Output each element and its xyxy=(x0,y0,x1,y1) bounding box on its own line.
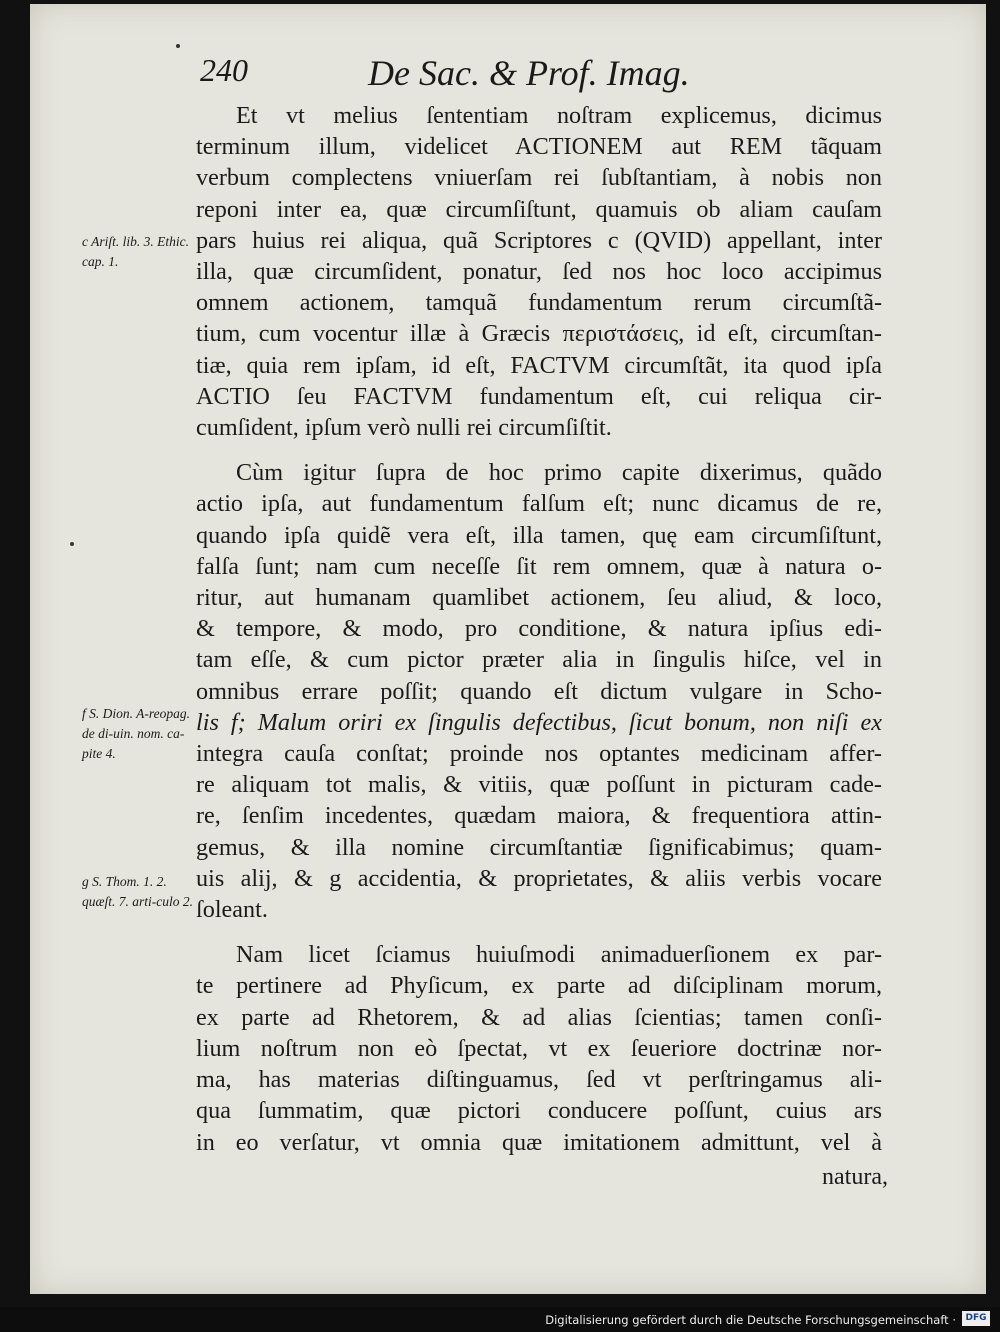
text-line: cumſident, ipſum verò nulli rei circumſiſtit. xyxy=(196,414,612,442)
text-line: Nam licet ſciamus huiuſmodi animaduerſionem ex par- xyxy=(236,941,882,969)
text-line: verbum complectens vniuerſam rei ſubſtantiam, à nobis non xyxy=(196,164,882,192)
text-line: & tempore, & modo, pro conditione, & natura ipſius edi- xyxy=(196,615,882,643)
footer-credit: Digitalisierung gefördert durch die Deutsche Forschungsgemeinschaft · xyxy=(545,1313,956,1327)
text-line: ritur, aut humanam quamlibet actionem, ſeu aliud, & loco, xyxy=(196,584,882,612)
text-line: illa, quæ circumſident, ponatur, ſed nos hoc loco accipimus xyxy=(196,258,882,286)
text-line: ACTIO ſeu FACTVM fundamentum eſt, cui reliqua cir- xyxy=(196,382,882,410)
text-line: Et vt melius ſententiam noſtram explicemus, dicimus xyxy=(236,102,882,129)
text-line: falſa ſunt; nam cum neceſſe ſit rem omnem, quæ à natura o- xyxy=(196,552,882,580)
text-line: re aliquam tot malis, & vitiis, quæ poſſunt in picturam cade- xyxy=(196,771,882,799)
text-line: te pertinere ad Phyſicum, ex parte ad diſciplinam morum, xyxy=(196,972,882,1000)
paragraph-3 xyxy=(196,939,882,1157)
catchword: natura, xyxy=(822,1164,888,1190)
paragraph-1 xyxy=(196,100,882,443)
text-line: integra cauſa conſtat; proinde nos optantes medicinam affer- xyxy=(196,740,882,768)
page-header xyxy=(200,52,760,102)
margin-note-c: c Ariſt. lib. 3. Ethic. cap. 1. xyxy=(82,234,189,269)
dfg-logo-icon: DFG xyxy=(962,1311,990,1326)
ink-speck xyxy=(70,542,74,546)
running-title: De Sac. & Prof. Imag. xyxy=(368,53,690,93)
paragraph-2 xyxy=(196,457,882,925)
text-line: uis alij, & g accidentia, & proprietates, & aliis verbis vocare xyxy=(196,864,882,892)
page-number: 240 xyxy=(200,52,248,88)
body-text xyxy=(196,100,882,1158)
margin-note-g: g S. Thom. 1. 2. quæſt. 7. arti-culo 2. xyxy=(82,874,193,909)
text-line: tium, cum vocentur illæ à Græcis περιστάσεις, id eſt, circumſtan- xyxy=(196,320,882,348)
text-line: lis f; Malum oriri ex ſingulis defectibus, ſicut bonum, non niſi ex xyxy=(196,708,882,736)
text-line: actio ipſa, aut fundamentum falſum eſt; nunc dicamus de re, xyxy=(196,490,882,518)
text-line: in eo verſatur, vt omnia quæ imitationem admittunt, vel à xyxy=(196,1128,882,1156)
text-line: qua ſummatim, quæ pictori conducere poſſunt, cuius ars xyxy=(196,1097,882,1125)
text-line: quando ipſa quidẽ vera eſt, illa tamen, quę eam circumſiſtunt, xyxy=(196,521,882,549)
text-line: gemus, & illa nomine circumſtantiæ ſignificabimus; quam- xyxy=(196,833,882,861)
text-line: ma, has materias diſtinguamus, ſed vt perſtringamus ali- xyxy=(196,1066,882,1094)
text-line: ſoleant. xyxy=(196,896,268,924)
text-line: ex parte ad Rhetorem, & ad alias ſcientias; tamen conſi- xyxy=(196,1003,882,1031)
text-line: pars huius rei aliqua, quã Scriptores c (QVID) appellant, inter xyxy=(196,226,882,254)
text-line: omnem actionem, tamquã fundamentum rerum circumſtã- xyxy=(196,289,882,317)
text-line: omnibus errare poſſit; quando eſt dictum vulgare in Scho- xyxy=(196,677,882,705)
text-line: Cùm igitur ſupra de hoc primo capite dixerimus, quãdo xyxy=(236,459,882,487)
text-line: terminum illum, videlicet ACTIONEM aut REM tãquam xyxy=(196,133,882,161)
ink-speck xyxy=(176,44,180,48)
text-line: tam eſſe, & cum pictor præter alia in ſingulis hiſce, vel in xyxy=(196,646,882,674)
text-line: tiæ, quia rem ipſam, id eſt, FACTVM circumſtãt, ita quod ipſa xyxy=(196,351,882,379)
text-line: reponi inter ea, quæ circumſiſtunt, quamuis ob aliam cauſam xyxy=(196,195,882,223)
margin-note-f: f S. Dion. A-reopag. de di-uin. nom. ca-pite 4. xyxy=(82,706,190,761)
text-line: lium noſtrum non eò ſpectat, vt ex ſeueriore doctrinæ nor- xyxy=(196,1034,882,1062)
text-line: re, ſenſim incedentes, quædam maiora, & frequentiora attin- xyxy=(196,802,882,830)
